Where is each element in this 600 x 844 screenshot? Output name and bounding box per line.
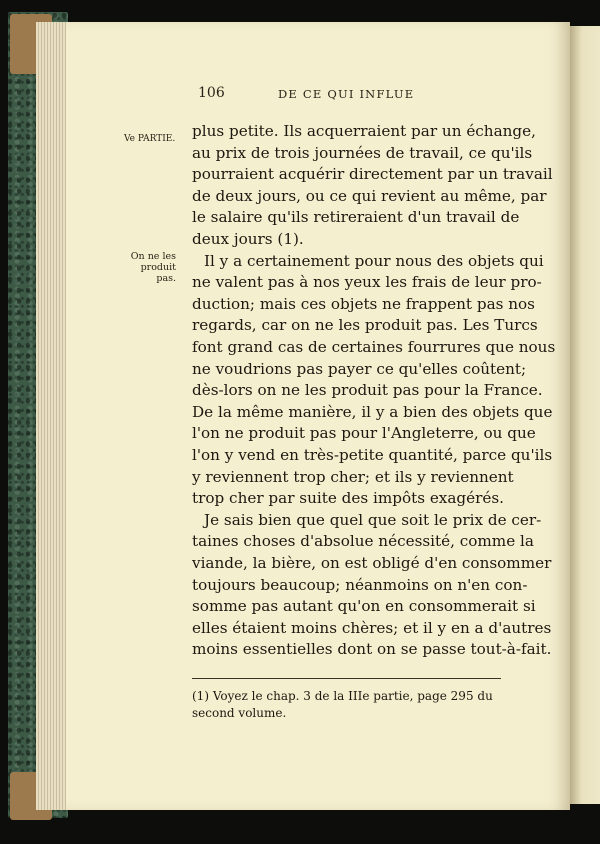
body-line: viande, la bière, on est obligé d'en consommer xyxy=(192,554,552,572)
running-head: DE CE QUI INFLUE xyxy=(278,87,415,101)
margin-note-topic xyxy=(124,251,176,284)
facing-page-edge xyxy=(570,26,600,804)
body-line: Je sais bien que quel que soit le prix de cer- xyxy=(204,510,542,529)
body-line: trop cher par suite des impôts exagérés. xyxy=(192,489,505,508)
footnote-line: second volume. xyxy=(192,706,287,720)
body-line: y reviennent trop cher; et ils y reviennent xyxy=(192,467,514,486)
body-line: pourraient acquérir directement par un travail xyxy=(192,165,553,184)
body-line: moins essentielles dont on se passe tout-à-fait. xyxy=(192,640,552,659)
body-line: le salaire qu'ils retireraient d'un travail de xyxy=(192,208,520,227)
margin-note-line: produit pas. xyxy=(140,262,176,284)
body-line: De la même manière, il y a bien des objets que xyxy=(192,402,553,421)
body-line: l'on ne produit pas pour l'Angleterre, ou que xyxy=(192,424,536,443)
page-header xyxy=(124,85,496,107)
body-line: dès-lors on ne les produit pas pour la France. xyxy=(192,381,543,400)
page-number: 106 xyxy=(198,85,225,101)
body-line: taines choses d'absolue nécessité, comme la xyxy=(192,532,534,551)
body-line: au prix de trois journées de travail, ce qu'ils xyxy=(192,143,533,162)
footnote-line: (1) Voyez le chap. 3 de la IIIe partie, page 295 du xyxy=(192,689,493,703)
body-line: toujours beaucoup; néanmoins on n'en con- xyxy=(192,575,528,594)
body-line: regards, car on ne les produit pas. Les Turcs xyxy=(192,316,538,335)
body-line: ne voudrions pas payer ce qu'elles coûtent; xyxy=(192,359,527,378)
body-line: deux jours (1). xyxy=(192,230,304,248)
body-line: de deux jours, ou ce qui revient au même, par xyxy=(192,186,547,205)
margin-note-part: Ve PARTIE. xyxy=(124,134,176,144)
body-line: Il y a certainement pour nous des objets qui xyxy=(204,251,544,270)
body-line: plus petite. Ils acquerraient par un échange, xyxy=(192,122,536,140)
body-line: l'on y vend en très-petite quantité, parce qu'ils xyxy=(192,446,553,464)
margin-note-line: On ne les xyxy=(130,251,176,262)
body-line: ne valent pas à nos yeux les frais de leur pro- xyxy=(192,273,542,292)
body-line: duction; mais ces objets ne frappent pas nos xyxy=(192,294,535,313)
body-line: elles étaient moins chères; et il y en a d'autres xyxy=(192,618,552,637)
footnote-rule xyxy=(192,678,501,679)
body-line: somme pas autant qu'on en consommerait si xyxy=(192,597,536,616)
body-line: font grand cas de certaines fourrures que nous xyxy=(192,338,556,356)
